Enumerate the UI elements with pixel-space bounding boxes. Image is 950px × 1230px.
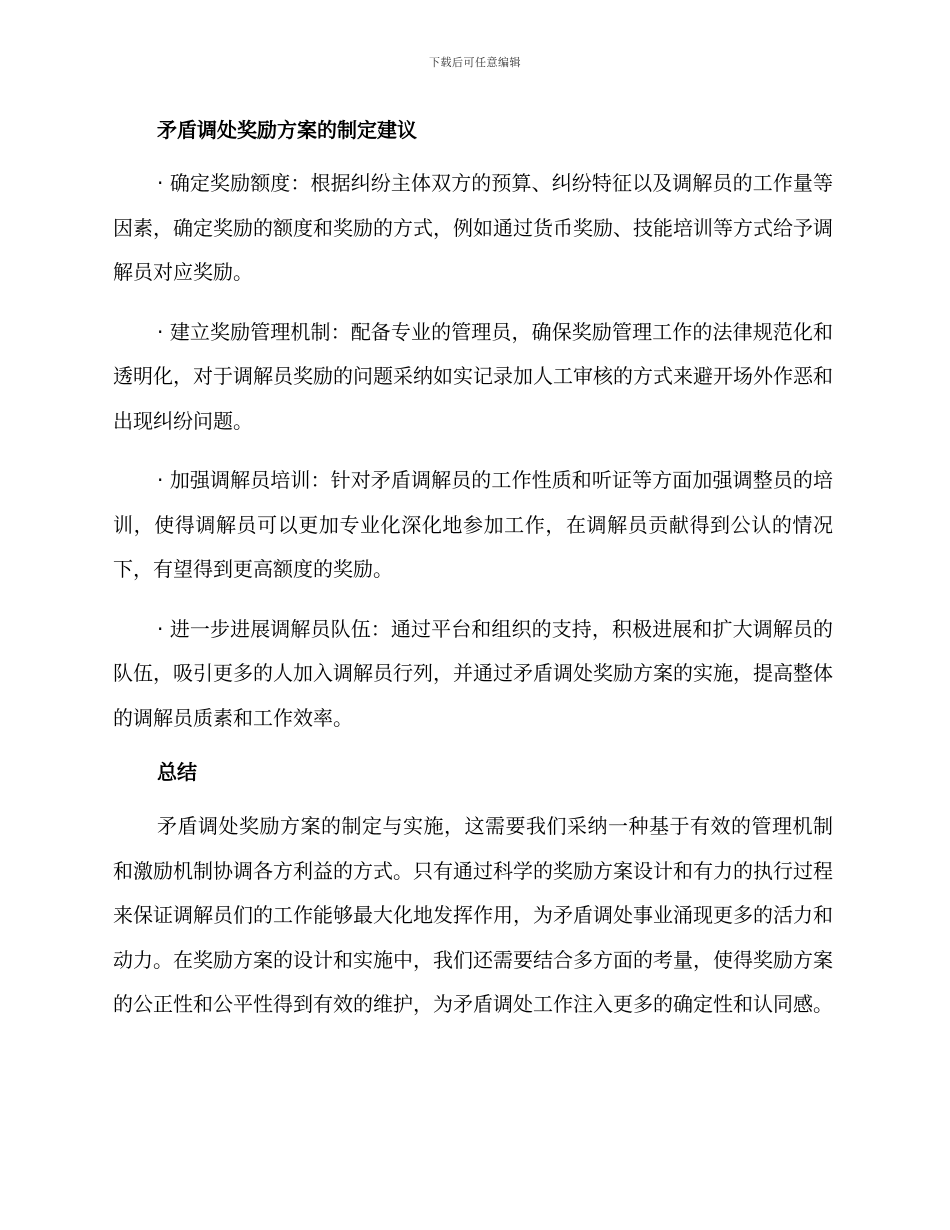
summary-paragraph: 矛盾调处奖励方案的制定与实施，这需要我们采纳一种基于有效的管理机制和激励机制协调各方利益的方式。只有通过科学的奖励方案设计和有力的执行过程来保证调解员们的工作能够最大化地发挥作用，为矛盾调处事业涌现更多的活力和动力。在奖励方案的设计和实施中，我们还需要结合多方面的考量，使得奖励方案的公正性和公平性得到有效的维护，为矛盾调处工作注入更多的确定性和认同感。 (113, 814, 833, 1016)
summary-heading: 总结 (157, 760, 197, 784)
header-note: 下载后可任意编辑 (429, 56, 521, 69)
bullet-paragraph: · 进一步进展调解员队伍：通过平台和组织的支持，积极进展和扩大调解员的队伍，吸引更多的人加入调解员行列，并通过矛盾调处奖励方案的实施，提高整体的调解员质素和工作效率。 (113, 616, 833, 730)
bullet-paragraph: · 确定奖励额度：根据纠纷主体双方的预算、纠纷特征以及调解员的工作量等因素，确定奖励的额度和奖励的方式，例如通过货币奖励、技能培训等方式给予调解员对应奖励。 (113, 171, 833, 284)
document-body (113, 112, 833, 1027)
bullet-paragraph: · 加强调解员培训：针对矛盾调解员的工作性质和听证等方面加强调整员的培训，使得调解员可以更加专业化深化地参加工作，在调解员贡献得到公认的情况下，有望得到更高额度的奖励。 (113, 468, 833, 581)
bullet-paragraph: · 建立奖励管理机制：配备专业的管理员，确保奖励管理工作的法律规范化和透明化，对于调解员奖励的问题采纳如实记录加人工审核的方式来避开场外作恶和出现纠纷问题。 (113, 319, 833, 433)
section-heading: 矛盾调处奖励方案的制定建议 (157, 118, 417, 142)
